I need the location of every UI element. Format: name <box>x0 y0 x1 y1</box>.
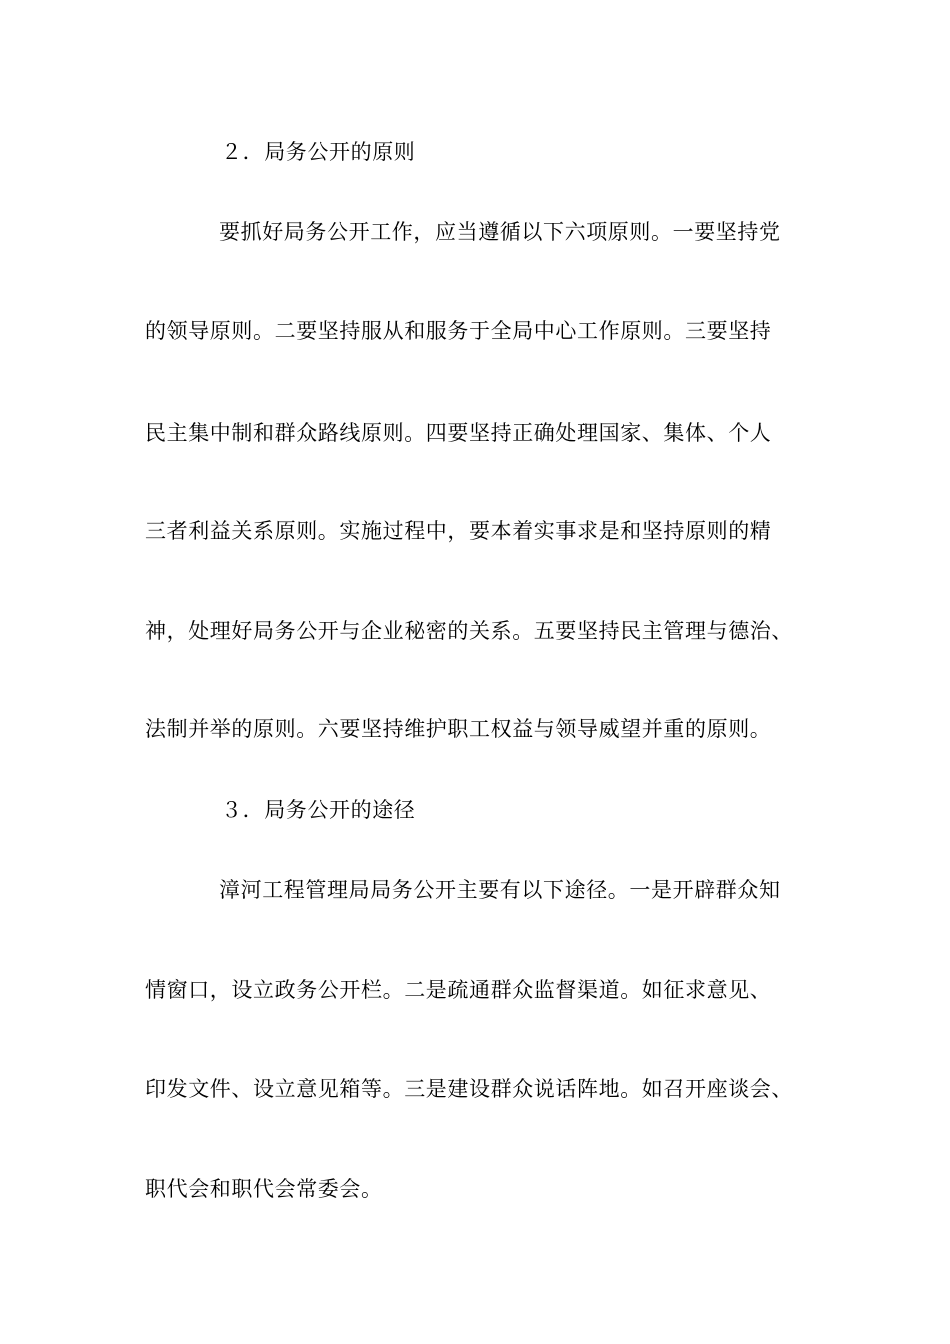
paragraph-line: 的领导原则。二要坚持服从和服务于全局中心工作原则。三要坚持 <box>145 319 772 343</box>
paragraph-line: 情窗口，设立政务公开栏。二是疏通群众监督渠道。如征求意见、 <box>145 978 772 1002</box>
paragraph-line: 职代会和职代会常委会。 <box>145 1177 383 1201</box>
paragraph-line: 漳河工程管理局局务公开主要有以下途径。一是开辟群众知 <box>219 878 781 902</box>
paragraph-line: 三者利益关系原则。实施过程中，要本着实事求是和坚持原则的精 <box>145 519 772 543</box>
paragraph-line: 要抓好局务公开工作，应当遵循以下六项原则。一要坚持党 <box>219 220 781 244</box>
paragraph-line: 民主集中制和群众路线原则。四要坚持正确处理国家、集体、个人 <box>145 421 772 445</box>
paragraph-line: 法制并举的原则。六要坚持维护职工权益与领导威望并重的原则。 <box>145 717 772 741</box>
section-heading-channels: ３．局务公开的途径 <box>221 798 416 822</box>
section-heading-principles: ２．局务公开的原则 <box>221 140 416 164</box>
paragraph-line: 印发文件、设立意见箱等。三是建设群众说话阵地。如召开座谈会、 <box>145 1077 793 1101</box>
paragraph-line: 神，处理好局务公开与企业秘密的关系。五要坚持民主管理与德治、 <box>145 619 793 643</box>
